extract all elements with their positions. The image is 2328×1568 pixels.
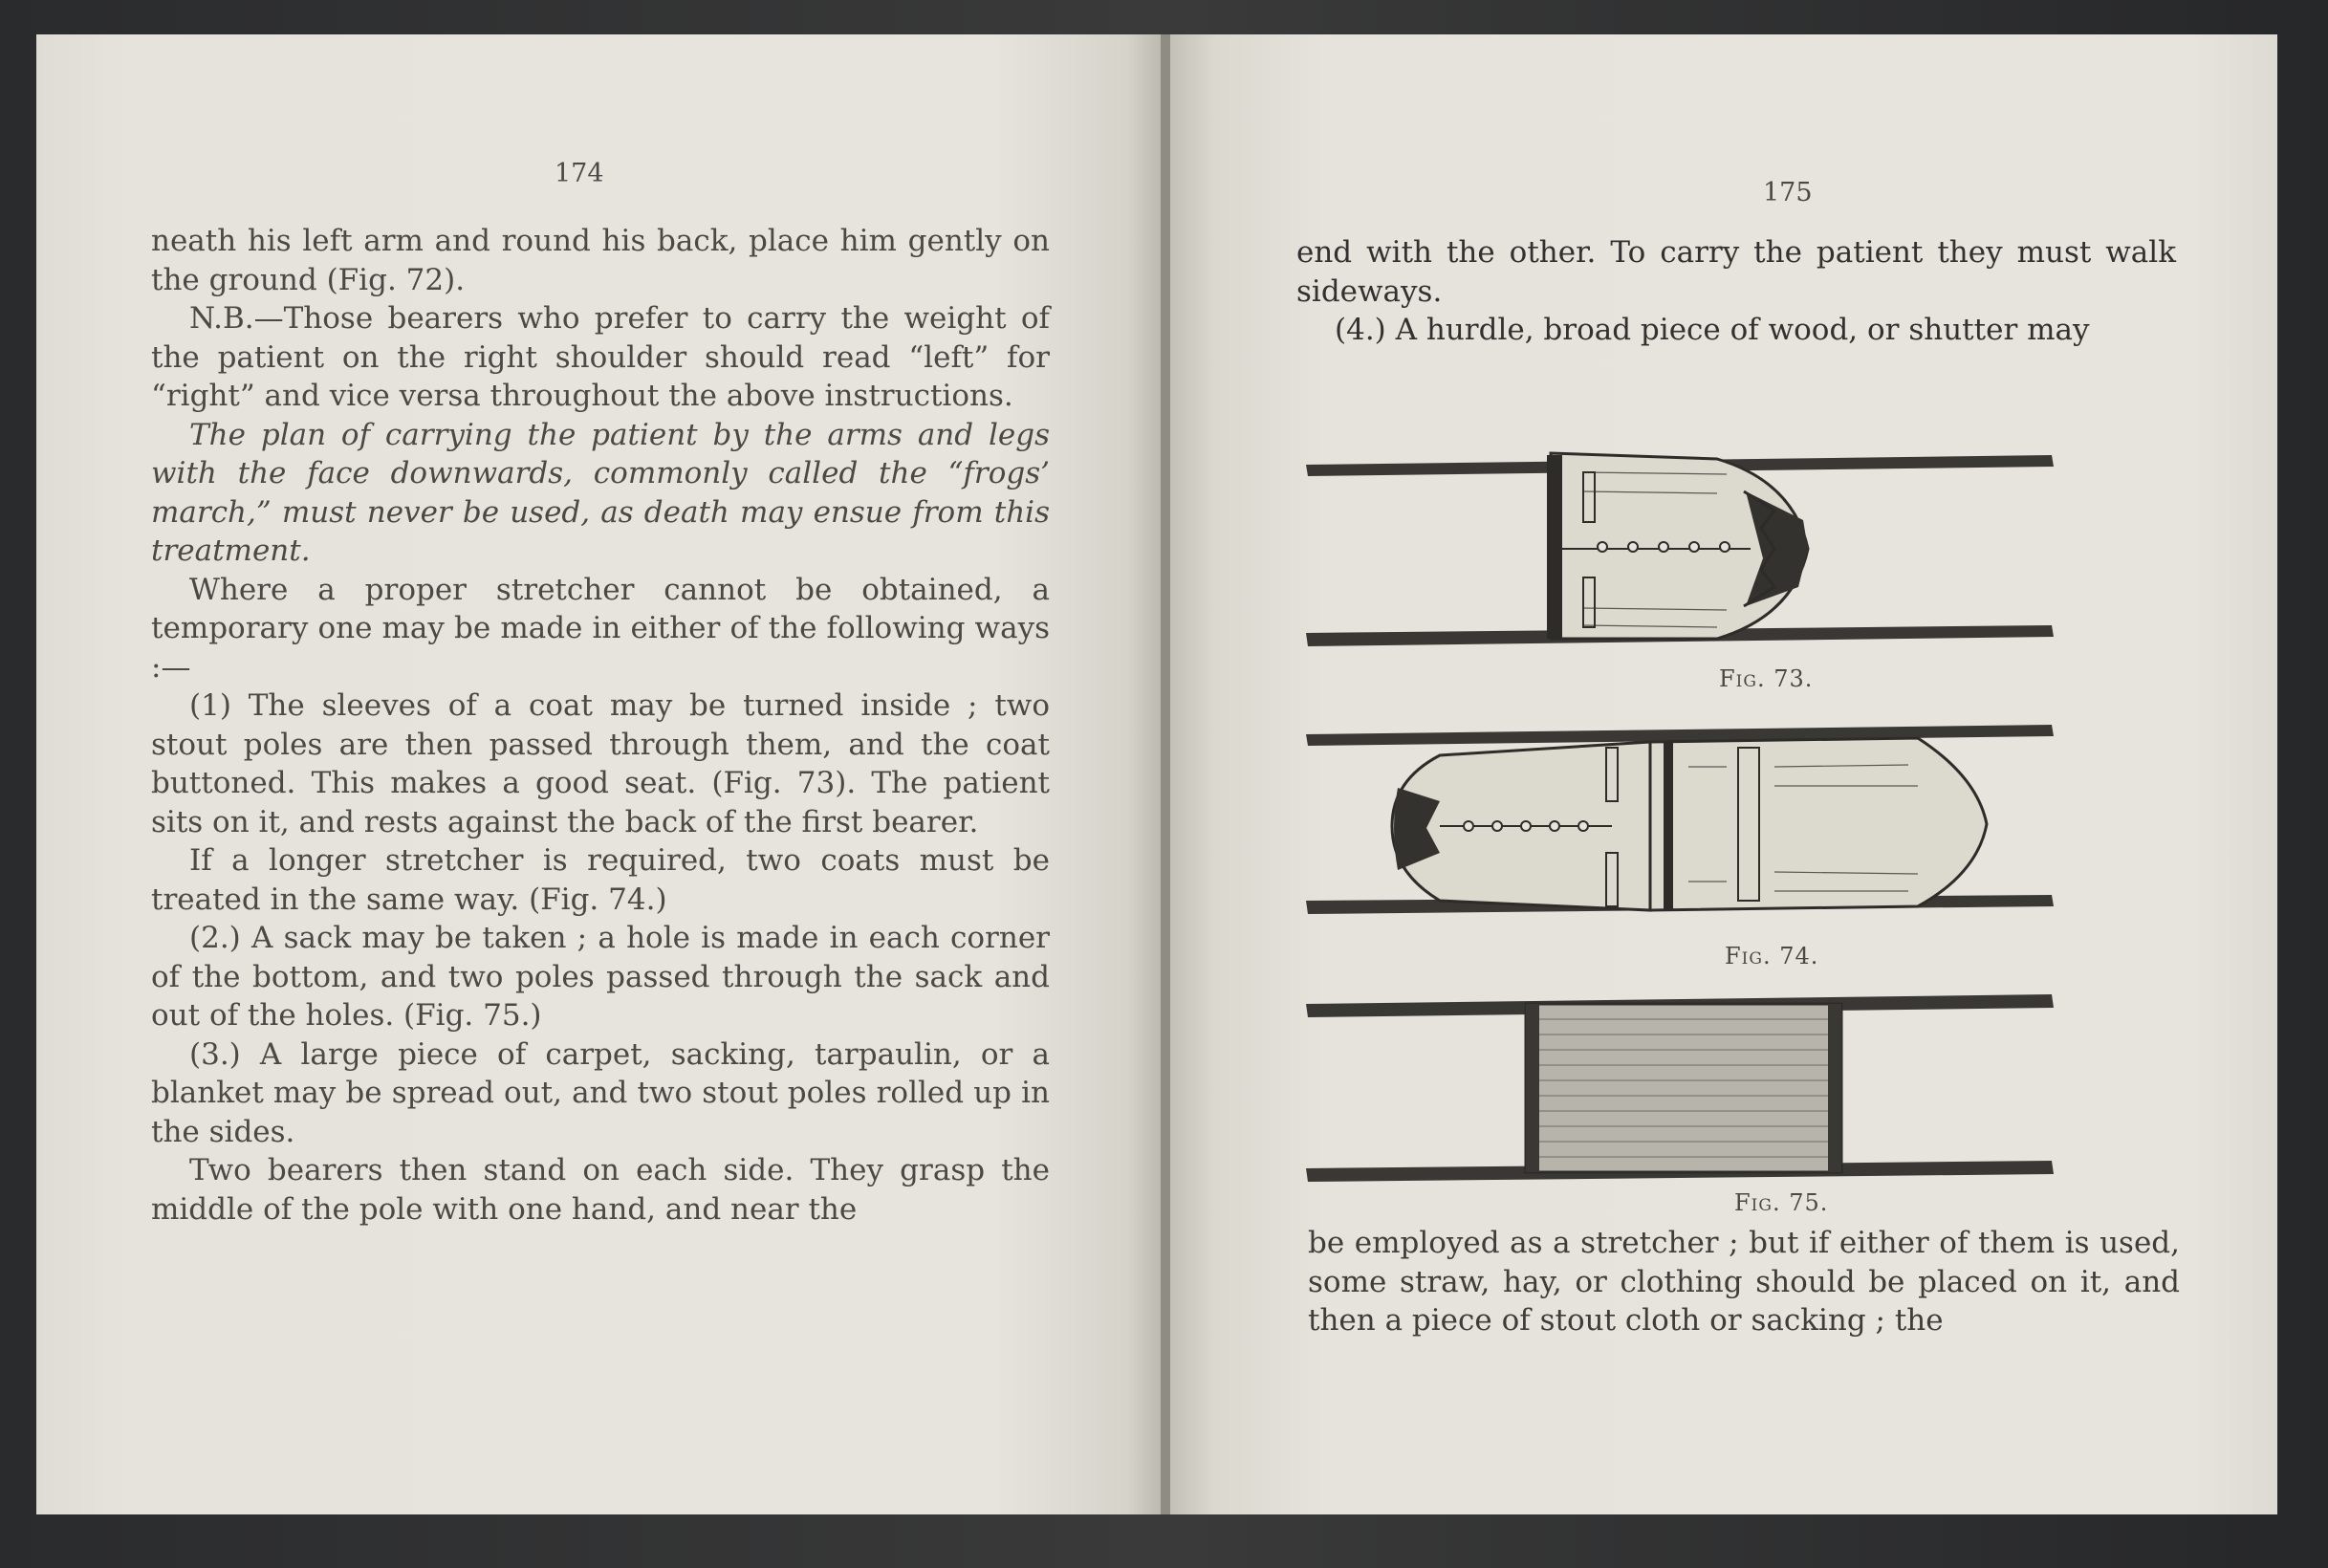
- paragraph-italic-warning: The plan of carrying the patient by the arms and legs with the face downwards, commonly called the “frogs’ march,” must never be used, as death may ensue from this treatment.: [151, 417, 1050, 568]
- paragraph: be employed as a stretcher ; but if either of them is used, some straw, hay, or clothing should be placed on it, and then a piece of stout cloth or sacking ; the: [1308, 1226, 2180, 1338]
- book-gutter: [1161, 34, 1170, 1514]
- figure-73-caption: Fig. 73.: [1719, 665, 1814, 692]
- page-number-right: 175: [1763, 178, 1813, 207]
- figure-73-coat-stretcher: [1296, 405, 2061, 683]
- figure-75-caption: Fig. 75.: [1734, 1189, 1829, 1216]
- paragraph: (2.) A sack may be taken ; a hole is made in each corner of the bottom, and two poles passed through the sack and out of the holes. (Fig. 75.): [151, 921, 1050, 1033]
- paragraph: end with the other. To carry the patient they must walk sideways.: [1296, 235, 2176, 309]
- sack-stretcher-illustration: [1296, 981, 2061, 1191]
- right-page: [1170, 34, 2277, 1514]
- page-number-left: 174: [555, 159, 604, 188]
- figure-75-sack-stretcher: [1296, 981, 2061, 1191]
- right-page-text-top: [1296, 233, 2176, 350]
- paragraph: If a longer stretcher is required, two coats must be treated in the same way. (Fig. 74.): [151, 843, 1050, 917]
- paragraph: neath his left arm and round his back, place him gently on the ground (Fig. 72).: [151, 224, 1050, 297]
- paragraph: (4.) A hurdle, broad piece of wood, or shutter may: [1335, 313, 2090, 347]
- paragraph: N.B.—Those bearers who prefer to carry the weight of the patient on the right shoulder should read “left” for “right” and vice versa throughout the above instructions.: [151, 301, 1050, 413]
- open-book: [36, 34, 2277, 1514]
- left-page: [36, 34, 1161, 1514]
- coat-stretcher-double-illustration: [1296, 709, 2061, 939]
- coat-stretcher-single-illustration: [1296, 405, 2061, 683]
- figure-74-caption: Fig. 74.: [1725, 943, 1819, 969]
- right-page-text-bottom: [1308, 1224, 2180, 1340]
- figure-74-double-coat-stretcher: [1296, 709, 2061, 939]
- paragraph: (1) The sleeves of a coat may be turned inside ; two stout poles are then passed through them, and the coat buttoned. This makes a good seat. (Fig. 73). The patient sits on it, and rests against the back of the first bearer.: [151, 688, 1050, 839]
- paragraph: Where a proper stretcher cannot be obtained, a temporary one may be made in either of the following ways :—: [151, 572, 1050, 685]
- paragraph: Two bearers then stand on each side. They grasp the middle of the pole with one hand, and near the: [151, 1153, 1050, 1227]
- left-page-text: [151, 222, 1050, 1229]
- paragraph: (3.) A large piece of carpet, sacking, tarpaulin, or a blanket may be spread out, and two stout poles rolled up in the sides.: [151, 1036, 1050, 1149]
